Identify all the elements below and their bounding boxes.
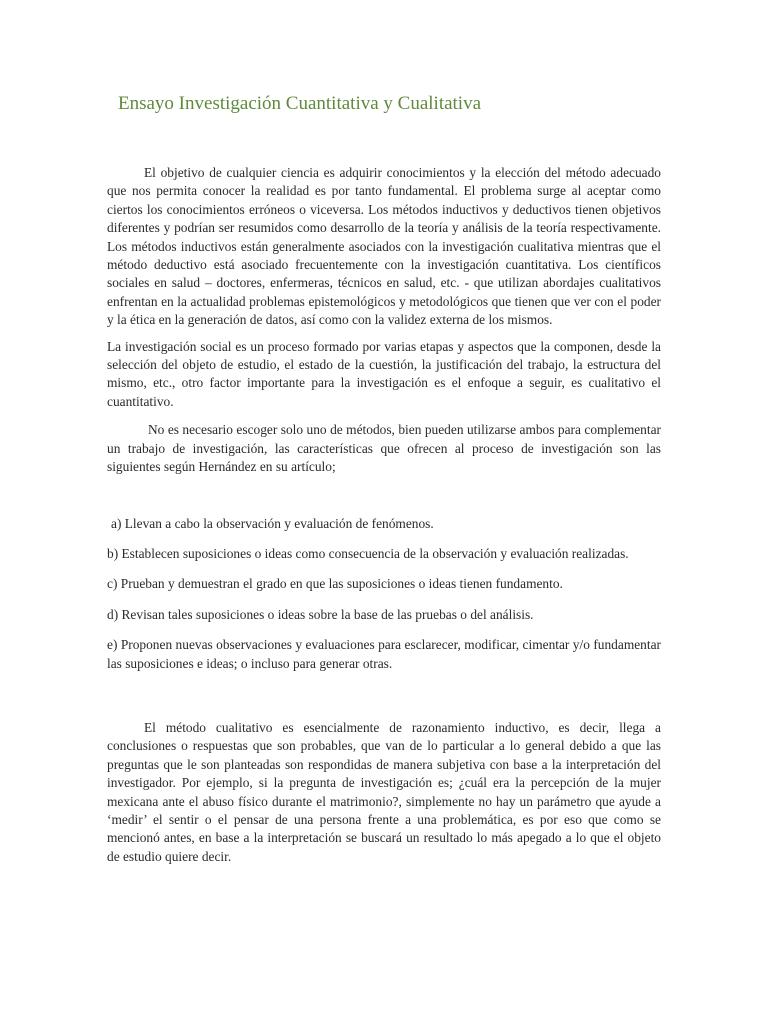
list-item-c: c) Prueban y demuestran el grado en que las suposiciones o ideas tienen fundamento. bbox=[107, 576, 563, 592]
paragraph-qualitative: El método cualitativo es esencialmente de razonamiento inductivo, es decir, llega a conclusiones o respuestas que son probables, que van de lo particular a lo general debido a que las preguntas que le son planteadas son respondidas de manera subjetiva con base a la interpretación del investigador. Por ejemplo, si la pregunta de investigación es; ¿cuál era la percepción de la mujer mexicana ante el abuso físico durante el matrimonio?, simplemente no hay un parámetro que ayude a ‘medir’ el sentir o el pensar de una persona frente a una problemática, es por eso que como se mencionó antes, en base a la interpretación se buscará un resultado lo más apegado a lo que el objeto de estudio quiere decir. bbox=[107, 719, 661, 864]
paragraph-intro: El objetivo de cualquier ciencia es adquirir conocimientos y la elección del método adecuado que nos permita conocer la realidad es por tanto fundamental. El problema surge al aceptar como ciertos los conocimientos erróneos o viceversa. Los métodos inductivos y deductivos tienen objetivos diferentes y podrían ser resumidos como desarrollo de la teoría y análisis de la teoría respectivamente. Los métodos inductivos están generalmente asociados con la investigación cualitativa mientras que el método deductivo está asociado frecuentemente con la investigación cuantitativa. Los científicos sociales en salud – doctores, enfermeras, técnicos en salud, etc. - que utilizan abordajes cualitativos enfrentan en la actualidad problemas epistemológicos y metodológicos que tienen que ver con el poder y la ética en la generación de datos, así como con la validez externa de los mismos. bbox=[107, 165, 661, 328]
paragraph-methods: No es necesario escoger solo uno de métodos, bien pueden utilizarse ambos para complementar un trabajo de investigación, las características que ofrecen al proceso de investigación son las siguientes según Hernández en su artículo; bbox=[107, 422, 661, 475]
paragraph-social-research: La investigación social es un proceso formado por varias etapas y aspectos que la componen, desde la selección del objeto de estudio, el estado de la cuestión, la justificación del trabajo, la estructura del mismo, etc., otro factor importante para la investigación es el enfoque a seguir, es cualitativo el cuantitativo. bbox=[107, 338, 661, 409]
document-title: Ensayo Investigación Cuantitativa y Cualitativa bbox=[118, 93, 482, 114]
list-item-a: a) Llevan a cabo la observación y evaluación de fenómenos. bbox=[111, 515, 434, 531]
list-item-d: d) Revisan tales suposiciones o ideas sobre la base de las pruebas o del análisis. bbox=[107, 606, 534, 622]
list-item-e: e) Proponen nuevas observaciones y evaluaciones para esclarecer, modificar, cimentar y/o fundamentar las suposiciones e ideas; o incluso para generar otras. bbox=[107, 637, 661, 671]
document-body bbox=[107, 164, 661, 866]
list-item-b: b) Establecen suposiciones o ideas como consecuencia de la observación y evaluación realizadas. bbox=[107, 545, 629, 561]
